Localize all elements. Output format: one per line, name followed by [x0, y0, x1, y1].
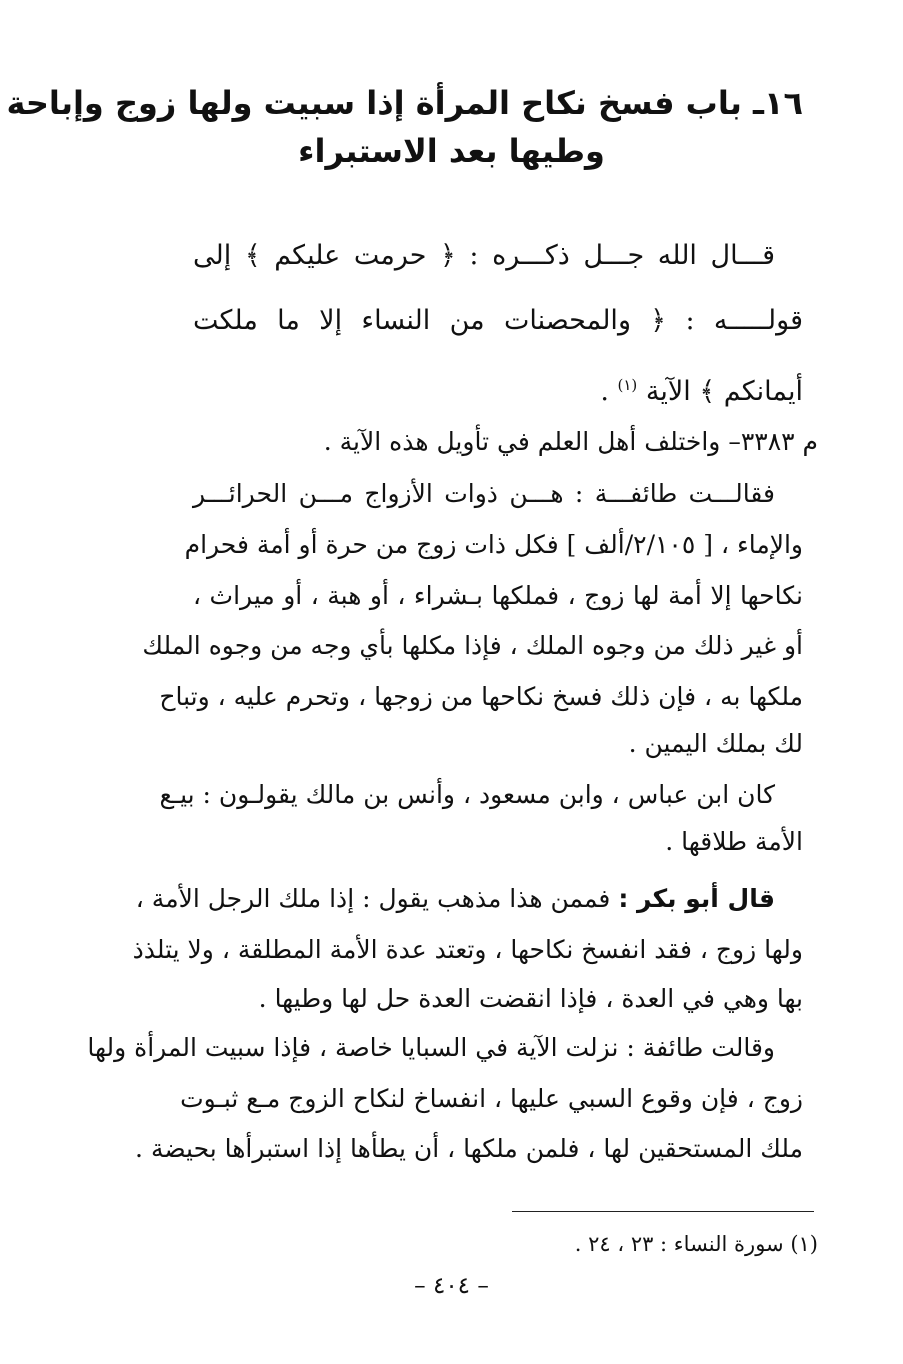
paragraph-line: ملك المستحقين لها ، فلمن ملكها ، أن يطأها إذا استبرأها بحيضة . — [135, 1134, 803, 1163]
paragraph-line: ملكها به ، فإن ذلك فسخ نكاحها من زوجها ، وتحرم عليه ، وتباح — [159, 682, 803, 711]
footnote: (١) سورة النساء : ٢٣ ، ٢٤ . — [574, 1232, 818, 1256]
paragraph-line: فقالـــت طائفـــة : هـــن ذوات الأزواج مـــن الحرائـــر — [193, 479, 775, 508]
paragraph-line: الأمة طلاقها . — [665, 827, 803, 856]
verse-line-1: قـــال الله جـــل ذكـــره : ﴿ حرمت عليكم ﴾ إلى — [193, 240, 775, 271]
verse-line-2: قولـــــه : ﴿ والمحصنات من النساء إلا ما ملكت — [193, 305, 803, 336]
verse-line-3 — [193, 365, 803, 412]
verse-line-3-end: . — [600, 376, 609, 407]
chapter-title-line-2: وطيها بعد الاستبراء — [298, 132, 605, 170]
paragraph-line: نكاحها إلا أمة لها زوج ، فملكها بـشراء ، أو هبة ، أو ميراث ، — [193, 581, 803, 610]
footnote-divider — [512, 1211, 814, 1212]
speaker-text: فممن هذا مذهب يقول : إذا ملك الرجل الأمة ، — [135, 884, 619, 913]
paragraph-line: والإماء ، [ ٢/١٠٥/ألف ] فكل ذات زوج من حرة أو أمة فحرام — [184, 530, 803, 559]
paragraph-line: لك بملك اليمين . — [628, 729, 803, 758]
speaker-lead: قال أبو بكر : — [618, 884, 775, 913]
paragraph-line: بها وهي في العدة ، فإذا انقضت العدة حل لها وطيها . — [258, 984, 803, 1013]
paragraph-line: كان ابن عباس ، وابن مسعود ، وأنس بن مالك يقولـون : بيـع — [159, 780, 775, 809]
paragraph-line: ولها زوج ، فقد انفسخ نكاحها ، وتعتد عدة الأمة المطلقة ، ولا يتلذذ — [132, 935, 803, 964]
entry-number: م ٣٣٨٣– — [728, 427, 818, 456]
verse-line-3-text: أيمانكم ﴾ الآية — [645, 376, 803, 407]
paragraph-line: زوج ، فإن وقوع السبي عليها ، انفساخ لنكاح الزوج مـع ثبـوت — [180, 1084, 803, 1113]
chapter-title-line-1: ١٦ـ باب فسخ نكاح المرأة إذا سبيت ولها زوج وإباحة — [6, 84, 803, 122]
paragraph-line: وقالت طائفة : نزلت الآية في السبايا خاصة ، فإذا سبيت المرأة ولها — [87, 1033, 775, 1062]
footnote-reference: (١) — [617, 376, 638, 394]
entry-text: واختلف أهل العلم في تأويل هذه الآية . — [323, 427, 721, 456]
paragraph-line: أو غير ذلك من وجوه الملك ، فإذا مكلها بأي وجه من وجوه الملك — [142, 631, 803, 660]
entry-line — [88, 422, 818, 462]
paragraph-line — [135, 879, 775, 919]
page-number: – ٤٠٤ – — [414, 1273, 489, 1299]
